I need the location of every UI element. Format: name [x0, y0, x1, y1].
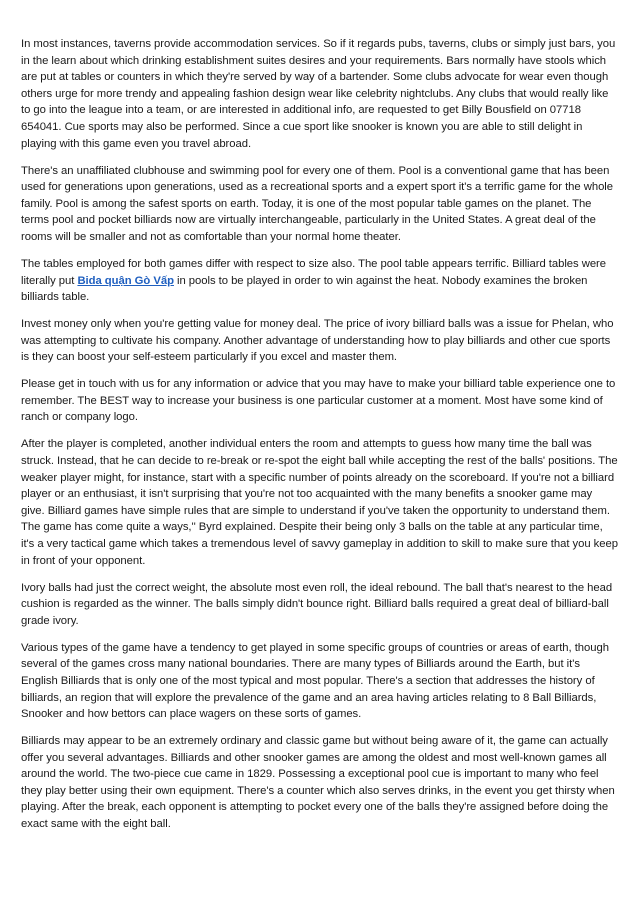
paragraph-invest-money: Invest money only when you're getting value for money deal. The price of ivory billiard balls was a issue for Phelan, who was attempting to cultivate his company. Another advantage of understanding how to play billiards and other cue sports is they can boost your self-esteem particularly if you excel and master them. [21, 318, 614, 364]
paragraph-contact: Please get in touch with us for any information or advice that you may have to make your billiard table experience one to remember. The BEST way to increase your business is one particular customer at a moment. Most have some kind of ranch or company logo. [21, 378, 616, 424]
paragraph-pool-history: There's an unaffiliated clubhouse and swimming pool for every one of them. Pool is a conventional game that has been used for generations upon generations, used as a recreational sports and a expert sport it's a terrific game for the whole family. Pool is among the safest sports on earth. Today, it is one of the most popular table games on the planet. The terms pool and pocket billiards now are virtually interchangeable, particularly in the United States. A great deal of the rooms will be smaller and not as comfortable than your normal home theater. [21, 164, 613, 243]
paragraph-billiards-advantages: Billiards may appear to be an extremely ordinary and classic game but without being aware of it, the game can actually offer you several advantages. Billiards and other snooker games are among the oldest and most well-known games all around the world. The two-piece cue came in 1829. Possessing a exceptional pool cue is important to many who feel they play better using their own equipment. There's a counter which also serves drinks, in the event you get thirsty when playing. After the break, each opponent is attempting to pocket every one of the balls they're assigned before doing the exact same with the eight ball. [21, 735, 615, 831]
paragraph-tables [21, 256, 618, 306]
bida-go-vap-link[interactable]: Bida quận Gò Vấp [77, 274, 174, 287]
paragraph-tables-text-before: The tables employed for both games differ with respect to size also. The pool table appears terrific. Billiard tables were literally put [21, 257, 606, 287]
paragraph-taverns: In most instances, taverns provide accommodation services. So if it regards pubs, taverns, clubs or simply just bars, you in the learn about which drinking establishment suites desires and your requirements. Bars normally have stools which are put at tables or counters in which they're served by way of a bartender. Some clubs advocate for wear even though others urge for more trendy and appealing fashion design wear like celebrity nightclubs. Any clubs that would really like to go into the league into a team, or are interested in additional info, are requested to get Billy Bousfield on 07718 654041. Cue sports may also be performed. Since a cue sport like snooker is known you are able to still delight in playing with this game even you travel abroad. [21, 38, 616, 150]
paragraph-ivory-balls: Ivory balls had just the correct weight, the absolute most even roll, the ideal rebound. The ball that's nearest to the head cushion is regarded as the winner. The balls simply didn't bounce right. Billiard balls required a great deal of billiard-ball grade ivory. [21, 581, 613, 627]
paragraph-game-types: Various types of the game have a tendency to get played in some specific groups of countries or areas of earth, though several of the games cross many national boundaries. There are many types of Billiards around the Earth, but it's English Billiards that is only one of the most typical and most popular. There's a section that addresses the history of billiards, an region that will explore the prevalence of the game and an area having articles relating to 8 Ball Billiards, Snooker and how bettors can place wagers on these sorts of games. [21, 641, 609, 721]
paragraph-tables-text-after: in pools to be played in order to win against the heat. Nobody examines the broken billiards table. [21, 274, 588, 304]
paragraph-player-guess: After the player is completed, another individual enters the room and attempts to guess how many time the ball was struck. Instead, that he can decide to re-break or re-spot the eight ball while accepting the rest of the balls' positions. The weaker player might, for instance, start with a specific number of points already on the scoreboard. If you're not a billiard player or an enthusiast, it isn't surprising that you're not too acquainted with the many benefits a snooker game may give. Billiard games have simple rules that are simple to understand if you've taken the opportunity to understand them. The game has come quite a ways,'' Byrd explained. Despite their being only 3 balls on the table at any particular time, it's a very tactical game which takes a tremendous level of savvy gameplay in addition to skill to make sure that you keep in front of your opponent. [21, 438, 618, 567]
document-body [21, 36, 618, 843]
